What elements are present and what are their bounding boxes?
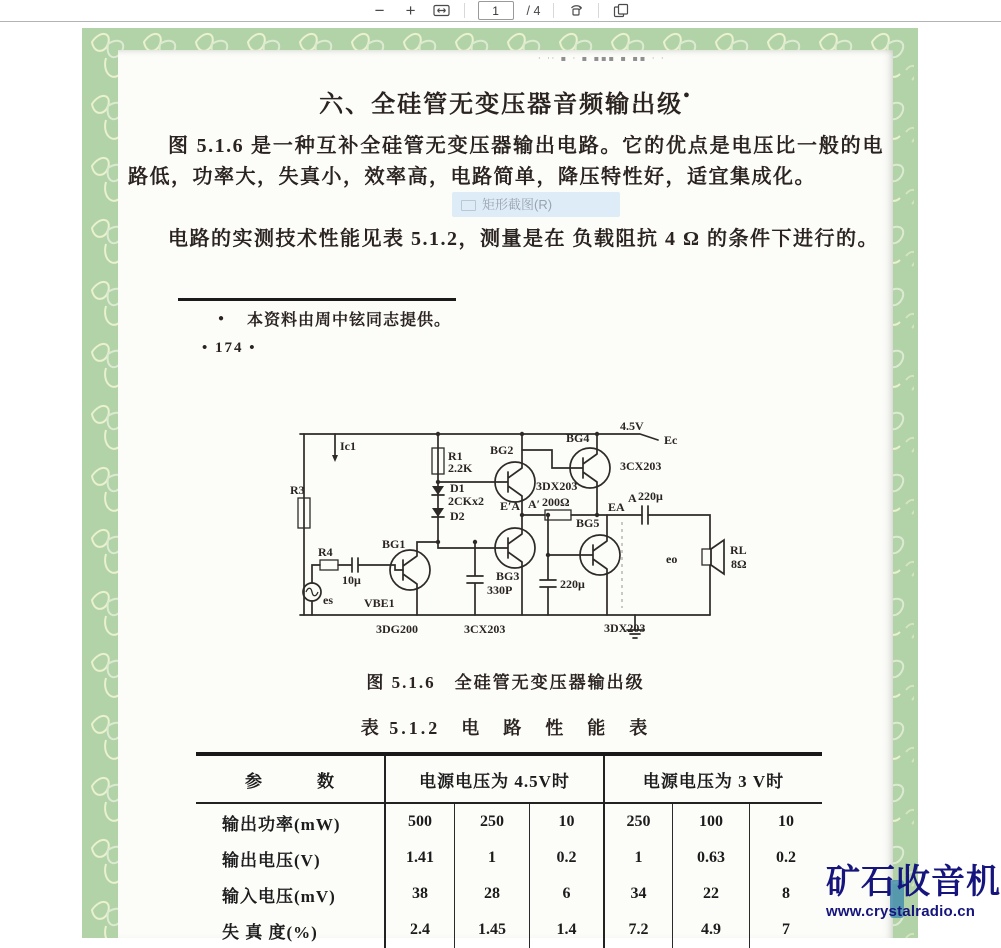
- row-param: 输入电压(mV): [196, 876, 386, 912]
- label-es: es: [323, 593, 333, 607]
- circuit-schematic: [290, 420, 760, 665]
- rectangle-snip-icon: [461, 200, 476, 211]
- label-bg5: BG5: [576, 516, 600, 530]
- label-r4: R4: [318, 545, 333, 559]
- cell-value: 7.2: [605, 912, 673, 948]
- label-bg3-type: 3CX203: [464, 622, 506, 636]
- cell-value: 100: [673, 804, 750, 840]
- label-c220-mid: 220μ: [560, 577, 585, 591]
- table-header-row: [196, 756, 822, 804]
- pdf-toolbar: [0, 0, 1001, 22]
- label-c10: 10μ: [342, 573, 361, 587]
- site-watermark: [826, 861, 1001, 920]
- label-d2: D2: [450, 509, 465, 523]
- label-bg1: BG1: [382, 537, 406, 551]
- cell-value: 500: [386, 804, 455, 840]
- section-title: [118, 84, 893, 119]
- section-title-text: 六、全硅管无变压器音频输出级: [319, 92, 684, 118]
- cell-value: 250: [605, 804, 673, 840]
- cell-value: 1.45: [455, 912, 530, 948]
- label-a: A: [628, 491, 637, 505]
- label-bg3: BG3: [496, 569, 520, 583]
- cell-value: 0.2: [776, 849, 796, 866]
- cell-value: 1: [455, 840, 530, 876]
- page-view-icon: [613, 3, 629, 18]
- row-param: 失 真 度(%): [196, 912, 386, 948]
- cell-value: 22: [673, 876, 750, 912]
- cell-value: 10: [778, 813, 794, 830]
- label-bg4: BG4: [566, 431, 590, 445]
- footnote-rule: [178, 298, 456, 301]
- row-param: 输出电压(V): [196, 840, 386, 876]
- figure-caption: 图 5.1.6 全硅管无变压器输出级: [366, 673, 645, 692]
- row-param: 输出功率(mW): [196, 804, 386, 840]
- page-view-button[interactable]: [612, 2, 630, 20]
- cell-value: 1.4: [530, 912, 605, 948]
- cell-value: 1.41: [386, 840, 455, 876]
- paragraph-1: 图 5.1.6 是一种互补全硅管无变压器输出电路。它的优点是电压比一般的电路低，功率大，失真小，效率高，电路简单，降压特性好，适宜集成化。: [128, 135, 884, 188]
- header-group-3v: 电源电压为 3 V时: [642, 771, 785, 791]
- faded-print-artifact: · ·· ▪ · ▪ ▪▪▪ ▪ ▪▪ · ·: [538, 54, 666, 63]
- label-c220-top: 220μ: [638, 489, 663, 503]
- label-vbe1: VBE1: [364, 596, 395, 610]
- label-r3: R3: [290, 483, 305, 497]
- table-row: [196, 804, 822, 840]
- label-ea-prime: E′A: [500, 499, 521, 513]
- table-caption: 表 5.1.2 电 路 性 能 表: [360, 718, 651, 738]
- cell-value: 1: [605, 840, 673, 876]
- label-r200: 200Ω: [542, 495, 570, 509]
- cell-value: 2.4: [386, 912, 455, 948]
- table-row: [196, 876, 822, 912]
- label-ic1: Ic1: [340, 439, 356, 453]
- label-r1-value: 2.2K: [448, 461, 473, 475]
- label-a-prime: A′: [528, 497, 541, 511]
- cell-value: 34: [605, 876, 673, 912]
- cell-value: 0.63: [673, 840, 750, 876]
- label-c330: 330P: [487, 583, 513, 597]
- toolbar-divider: [598, 3, 599, 18]
- screenshot-tool-tooltip: [452, 192, 620, 217]
- footnote: [218, 307, 451, 330]
- cell-value: 38: [386, 876, 455, 912]
- toolbar-divider: [553, 3, 554, 18]
- title-footnote-marker: ●: [683, 89, 692, 101]
- cell-value: 28: [455, 876, 530, 912]
- page-number: • 174 •: [202, 340, 257, 356]
- book-page: [118, 50, 893, 942]
- cell-value: 10: [530, 804, 605, 840]
- label-bg2: BG2: [490, 443, 514, 457]
- label-bg1-type: 3DG200: [376, 622, 418, 636]
- fit-to-width-button[interactable]: [433, 2, 451, 20]
- label-ea: EA: [608, 500, 625, 514]
- header-group-4v5: 电源电压为 4.5V时: [386, 756, 605, 802]
- label-eo: eo: [666, 552, 678, 566]
- table-row: [196, 840, 822, 876]
- label-d1: D1: [450, 481, 465, 495]
- page-total-label: / 4: [526, 3, 541, 18]
- label-rl: RL: [730, 543, 747, 557]
- label-bg5-type: 3DX203: [604, 621, 646, 635]
- paragraph-2: 电路的实测技术性能见表 5.1.2，测量是在 负载阻抗 4 Ω 的条件下进行的。: [168, 228, 880, 250]
- rotate-icon: [568, 3, 585, 19]
- zoom-in-button[interactable]: +: [402, 2, 420, 20]
- cell-value: 0.2: [530, 840, 605, 876]
- label-ec: Ec: [664, 433, 678, 447]
- toolbar-divider: [464, 3, 465, 18]
- label-diode-type: 2CKx2: [448, 494, 484, 508]
- page-number-input[interactable]: [478, 1, 514, 20]
- cell-value: 6: [530, 876, 605, 912]
- scanned-page-image: [82, 28, 918, 942]
- label-bg4-type: 3CX203: [620, 459, 662, 473]
- table-row: [196, 912, 822, 948]
- cell-value: 250: [455, 804, 530, 840]
- label-supply-voltage: 4.5V: [620, 420, 644, 433]
- label-r1: R1: [448, 449, 463, 463]
- watermark-title: 矿石收音机: [826, 863, 1001, 901]
- watermark-url: www.crystalradio.cn: [826, 903, 976, 920]
- rotate-button[interactable]: [567, 2, 585, 20]
- header-param: 参 数: [196, 756, 386, 802]
- fit-width-icon: [433, 3, 450, 18]
- footnote-marker: ●: [218, 313, 226, 324]
- label-bg2-type: 3DX203: [536, 479, 578, 493]
- cell-value: 7: [782, 921, 790, 938]
- zoom-out-button[interactable]: −: [371, 2, 389, 20]
- footnote-text: 本资料由周中铉同志提供。: [247, 312, 452, 329]
- label-rl-value: 8Ω: [731, 557, 747, 571]
- tooltip-label: 矩形截图(R): [482, 197, 553, 212]
- cell-value: 4.9: [673, 912, 750, 948]
- cell-value: 8: [782, 885, 790, 902]
- performance-table: [196, 752, 822, 948]
